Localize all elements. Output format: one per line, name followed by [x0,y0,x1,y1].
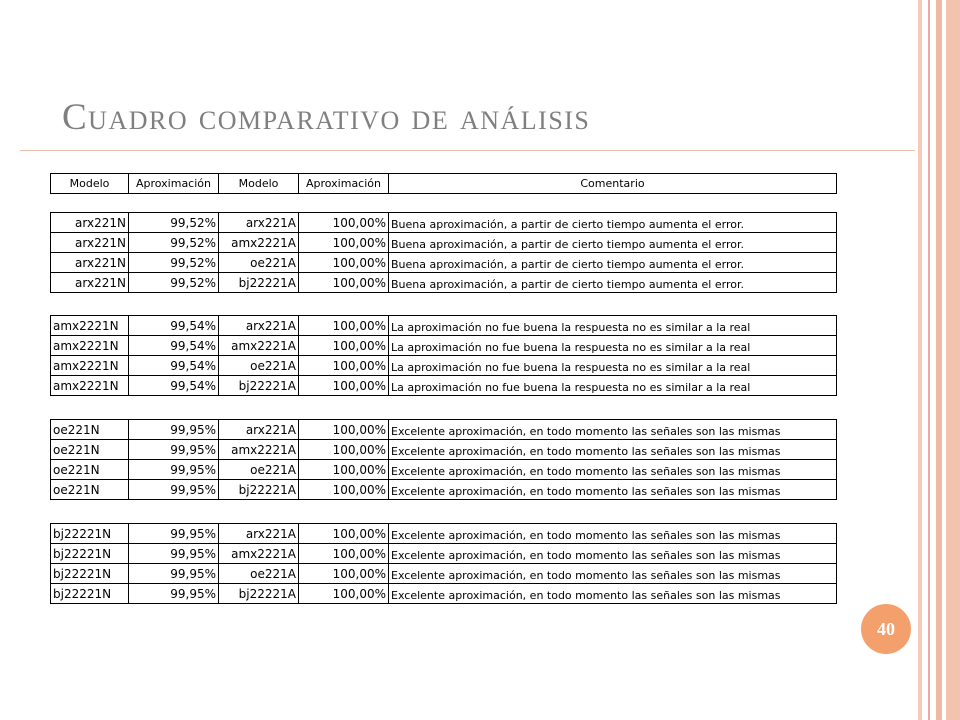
table-row [51,376,837,396]
comment-cell: Excelente aproximación, en todo momento las señales son las mismas [389,480,837,500]
table-row [51,544,837,564]
approx-a-cell: 99,52% [129,233,219,253]
approx-b-cell: 100,00% [299,460,389,480]
approx-b-cell: 100,00% [299,273,389,293]
table-header-row [51,174,837,194]
approx-a-cell: 99,54% [129,376,219,396]
model-a-cell: arx221N [51,233,129,253]
table-row [51,460,837,480]
edge-stripe [946,0,960,720]
model-b-cell: arx221A [219,316,299,336]
model-b-cell: amx2221A [219,544,299,564]
table-row [51,584,837,604]
table-row [51,273,837,293]
comment-cell: Excelente aproximación, en todo momento las señales son las mismas [389,440,837,460]
comment-cell: Excelente aproximación, en todo momento las señales son las mismas [389,544,837,564]
comparison-group-table [50,212,837,293]
comment-cell: Buena aproximación, a partir de cierto tiempo aumenta el error. [389,213,837,233]
model-a-cell: oe221N [51,480,129,500]
edge-stripe [936,0,942,720]
comment-cell: Excelente aproximación, en todo momento las señales son las mismas [389,420,837,440]
table-row [51,356,837,376]
approx-a-cell: 99,95% [129,584,219,604]
table-row [51,440,837,460]
approx-b-cell: 100,00% [299,524,389,544]
approx-b-cell: 100,00% [299,253,389,273]
approx-b-cell: 100,00% [299,440,389,460]
header-cell: Comentario [389,174,837,194]
approx-a-cell: 99,52% [129,213,219,233]
comment-cell: Buena aproximación, a partir de cierto tiempo aumenta el error. [389,233,837,253]
approx-a-cell: 99,54% [129,356,219,376]
approx-a-cell: 99,54% [129,336,219,356]
page-title: Cuadro comparativo de análisis [62,97,591,138]
model-b-cell: amx2221A [219,336,299,356]
model-a-cell: oe221N [51,440,129,460]
comparison-group-table [50,315,837,396]
table-row [51,524,837,544]
table-row [51,336,837,356]
header-cell: Modelo [219,174,299,194]
approx-a-cell: 99,95% [129,544,219,564]
approx-b-cell: 100,00% [299,356,389,376]
model-b-cell: oe221A [219,253,299,273]
approx-b-cell: 100,00% [299,376,389,396]
table-row [51,233,837,253]
comment-cell: Buena aproximación, a partir de cierto tiempo aumenta el error. [389,253,837,273]
approx-a-cell: 99,95% [129,480,219,500]
approx-a-cell: 99,95% [129,420,219,440]
model-a-cell: bj22221N [51,524,129,544]
model-b-cell: oe221A [219,356,299,376]
model-a-cell: amx2221N [51,376,129,396]
model-a-cell: oe221N [51,420,129,440]
model-b-cell: bj22221A [219,584,299,604]
model-b-cell: arx221A [219,213,299,233]
comment-cell: Excelente aproximación, en todo momento las señales son las mismas [389,460,837,480]
header-cell: Modelo [51,174,129,194]
model-a-cell: bj22221N [51,544,129,564]
comment-cell: Excelente aproximación, en todo momento las señales son las mismas [389,524,837,544]
approx-b-cell: 100,00% [299,316,389,336]
approx-a-cell: 99,52% [129,273,219,293]
model-b-cell: amx2221A [219,440,299,460]
page-number-badge: 40 [861,604,911,654]
model-b-cell: arx221A [219,524,299,544]
approx-a-cell: 99,95% [129,524,219,544]
model-a-cell: arx221N [51,253,129,273]
table-row [51,316,837,336]
model-a-cell: amx2221N [51,356,129,376]
comparison-table-header [50,173,837,194]
approx-a-cell: 99,95% [129,564,219,584]
edge-stripe [928,0,930,720]
approx-b-cell: 100,00% [299,420,389,440]
model-a-cell: oe221N [51,460,129,480]
model-b-cell: oe221A [219,460,299,480]
model-a-cell: bj22221N [51,564,129,584]
edge-stripe [918,0,922,720]
comment-cell: La aproximación no fue buena la respuesta no es similar a la real [389,316,837,336]
approx-b-cell: 100,00% [299,213,389,233]
model-b-cell: arx221A [219,420,299,440]
table-row [51,564,837,584]
comparison-group-table [50,419,837,500]
comment-cell: Excelente aproximación, en todo momento las señales son las mismas [389,564,837,584]
model-a-cell: arx221N [51,213,129,233]
table-row [51,213,837,233]
comment-cell: La aproximación no fue buena la respuesta no es similar a la real [389,376,837,396]
model-b-cell: bj22221A [219,480,299,500]
approx-a-cell: 99,54% [129,316,219,336]
model-b-cell: bj22221A [219,273,299,293]
comment-cell: La aproximación no fue buena la respuesta no es similar a la real [389,356,837,376]
table-row [51,253,837,273]
comment-cell: La aproximación no fue buena la respuesta no es similar a la real [389,336,837,356]
table-row [51,420,837,440]
comment-cell: Excelente aproximación, en todo momento las señales son las mismas [389,584,837,604]
model-a-cell: amx2221N [51,336,129,356]
comparison-group-table [50,523,837,604]
approx-b-cell: 100,00% [299,544,389,564]
approx-b-cell: 100,00% [299,564,389,584]
model-b-cell: bj22221A [219,376,299,396]
title-divider [20,150,915,151]
approx-b-cell: 100,00% [299,480,389,500]
model-a-cell: amx2221N [51,316,129,336]
approx-b-cell: 100,00% [299,233,389,253]
approx-a-cell: 99,95% [129,460,219,480]
approx-b-cell: 100,00% [299,584,389,604]
model-a-cell: arx221N [51,273,129,293]
model-b-cell: oe221A [219,564,299,584]
model-a-cell: bj22221N [51,584,129,604]
header-cell: Aproximación [129,174,219,194]
header-cell: Aproximación [299,174,389,194]
model-b-cell: amx2221A [219,233,299,253]
approx-a-cell: 99,95% [129,440,219,460]
comment-cell: Buena aproximación, a partir de cierto tiempo aumenta el error. [389,273,837,293]
approx-b-cell: 100,00% [299,336,389,356]
approx-a-cell: 99,52% [129,253,219,273]
table-row [51,480,837,500]
